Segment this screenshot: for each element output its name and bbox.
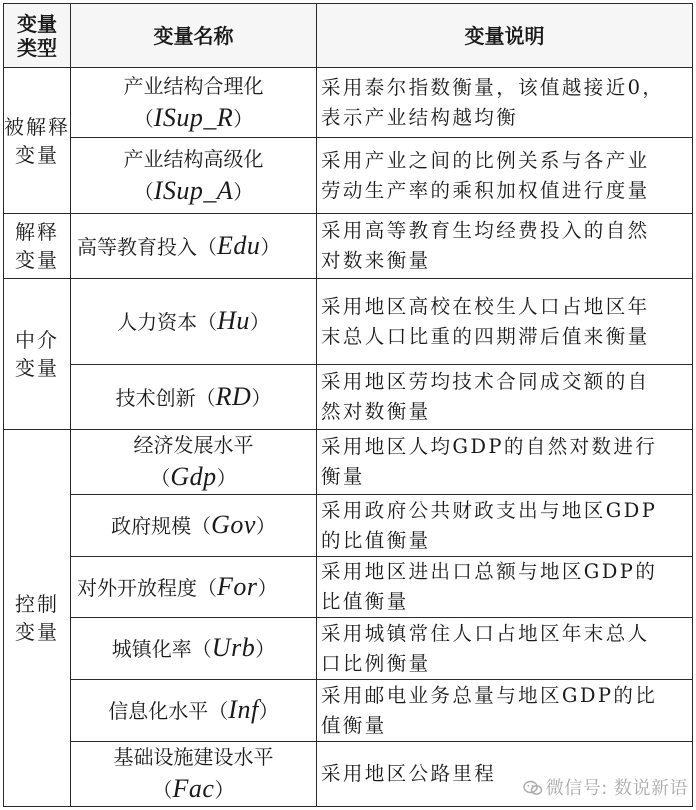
variable-name: 产业结构高级化 （ISup_A） (71, 138, 317, 214)
variable-name: 对外开放程度（For） (71, 557, 317, 618)
table-row (4, 430, 693, 495)
variable-desc: 采用邮电业务总量与地区GDP的比 值衡量 (317, 680, 693, 742)
group-explanatory: 解释 变量 (4, 214, 71, 279)
header-row (4, 4, 693, 68)
table-row (4, 495, 693, 557)
table-row (4, 214, 693, 279)
variable-name: 城镇化率（Urb） (71, 618, 317, 680)
variable-name: 基础设施建设水平 （Fac） (71, 742, 317, 807)
watermark: 微信号: 数说新语 (523, 774, 688, 800)
variable-desc: 采用地区劳均技术合同成交额的自 然对数衡量 (317, 365, 693, 430)
variable-name: 技术创新（RD） (71, 365, 317, 430)
table-row (4, 68, 693, 138)
variable-desc: 采用政府公共财政支出与地区GDP 的比值衡量 (317, 495, 693, 557)
header-name: 变量名称 (71, 4, 317, 68)
variable-desc: 采用高等教育生均经费投入的自然 对数来衡量 (317, 214, 693, 279)
variable-name: 高等教育投入（Edu） (71, 214, 317, 279)
table-row (4, 618, 693, 680)
variable-desc: 采用地区高校在校生人口占地区年 末总人口比重的四期滞后值来衡量 (317, 279, 693, 365)
variable-desc: 采用地区进出口总额与地区GDP的 比值衡量 (317, 557, 693, 618)
table-row (4, 680, 693, 742)
variable-name: 信息化水平（Inf） (71, 680, 317, 742)
group-mediator: 中介 变量 (4, 279, 71, 430)
header-desc: 变量说明 (317, 4, 693, 68)
variable-desc: 采用产业之间的比例关系与各产业 劳动生产率的乘积加权值进行度量 (317, 138, 693, 214)
variable-table (3, 3, 693, 807)
variable-name: 政府规模（Gov） (71, 495, 317, 557)
table-row (4, 365, 693, 430)
wechat-icon (523, 780, 543, 796)
variable-name: 产业结构合理化 （ISup_R） (71, 68, 317, 138)
variable-desc: 采用泰尔指数衡量，该值越接近0， 表示产业结构越均衡 (317, 68, 693, 138)
group-explained: 被解释 变量 (4, 68, 71, 214)
header-type: 变量 类型 (4, 4, 71, 68)
variable-desc: 采用地区人均GDP的自然对数进行 衡量 (317, 430, 693, 495)
variable-name: 经济发展水平 （Gdp） (71, 430, 317, 495)
table-row (4, 279, 693, 365)
variable-name: 人力资本（Hu） (71, 279, 317, 365)
group-control: 控制 变量 (4, 430, 71, 807)
table-row (4, 138, 693, 214)
variable-desc: 采用城镇常住人口占地区年末总人 口比例衡量 (317, 618, 693, 680)
variable-desc: 采用地区公路里程 (317, 742, 693, 807)
table-row (4, 557, 693, 618)
